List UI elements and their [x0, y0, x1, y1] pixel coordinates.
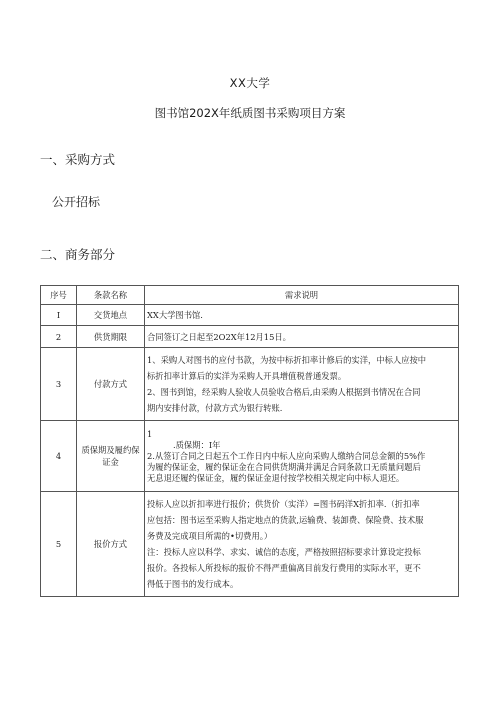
requirement-line: 报价。各投标人所投标的报价不得严重偏离目前发行费用的实际水平，更不 [147, 563, 421, 573]
requirement-line: 务费及完成项目所需的•切费用。） [147, 531, 273, 541]
requirement-line: 2.从签订合同之日起五个工作日内中标人应向采购人缴纳合同总金额的5%作 [147, 450, 426, 461]
clause-name: 交货地点 [77, 305, 145, 326]
requirement-text [145, 348, 459, 421]
table-row [41, 421, 459, 492]
clause-name: 供货期限 [77, 326, 145, 348]
clause-name [77, 421, 145, 492]
requirement-line: 应包括：图书运至采购人指定地点的货款,运输费、装卸费、保险费、技术服 [147, 515, 424, 525]
section-heading-procurement-method: 一、采购方式 [40, 152, 116, 167]
table-row [41, 492, 459, 597]
table-header-row [41, 286, 459, 305]
row-number: 3 [41, 348, 77, 421]
clause-name: 报价方式 [77, 492, 145, 597]
requirement-text [145, 492, 459, 597]
requirement-line: 为履约保证金，履约保证金在合同供货期满并满足合同条款口无质量问题后 [147, 461, 421, 472]
table-row [41, 326, 459, 348]
header-no: 序号 [41, 286, 77, 305]
clause-name-line: 证金 [102, 457, 119, 467]
row-number: 5 [41, 492, 77, 597]
requirement-line: 1、采购人对图书的应付书款，为按中标折扣率计修后的实洋，中标人应按中 [147, 355, 427, 365]
header-clause-name: 条款名称 [77, 286, 145, 305]
row-number: 4 [41, 421, 77, 492]
requirement-line: 投标人应以折扣率进行报价；供货价（实洋）=图书码洋X折扣率.（折扣率 [147, 499, 420, 509]
requirement-line: 无息退还履约保证金，履约保证金退付按学校相关规定向中标人退还。 [147, 472, 405, 483]
requirement-line: 2、图书到馆，经采购人验收人员验收合格后,由采购人根据到书情况在合同 [147, 387, 421, 397]
requirement-line: 1 [147, 428, 153, 439]
clause-name-line: 质保期及履约保 [81, 445, 140, 455]
section-heading-business: 二、商务部分 [40, 247, 116, 262]
table-row [41, 348, 459, 421]
table-row [41, 305, 459, 326]
requirement-line: 注：投标人应以科学、求实、诚信的态度，严格按照招标要求计算设定投标 [147, 547, 421, 557]
requirement-line: XX大学图书馆. [147, 310, 203, 320]
header-requirement: 需求说明 [145, 286, 459, 305]
clause-name: 付款方式 [77, 348, 145, 421]
requirement-line: 标折扣率计算后的实洋为采购人开具增值税普通发票。 [147, 371, 347, 381]
row-number: I [41, 305, 77, 326]
requirement-line: .质保期：I年 [173, 439, 221, 450]
requirement-text [145, 421, 459, 492]
project-title: 图书馆202X年纸质图书采购项目方案 [154, 106, 346, 120]
requirement-text [145, 305, 459, 326]
row-number: 2 [41, 326, 77, 348]
requirement-line: 得低于图书的发行成本。 [147, 579, 239, 589]
requirement-text [145, 326, 459, 348]
business-terms-table [40, 285, 459, 597]
requirement-line: 合同签订之日起至2O2X年12月15日。 [147, 331, 291, 342]
university-title: XX大学 [229, 76, 271, 90]
procurement-method-value: 公开招标 [52, 195, 101, 209]
requirement-line: 期内安排付款，付款方式为银行转账. [147, 403, 283, 413]
